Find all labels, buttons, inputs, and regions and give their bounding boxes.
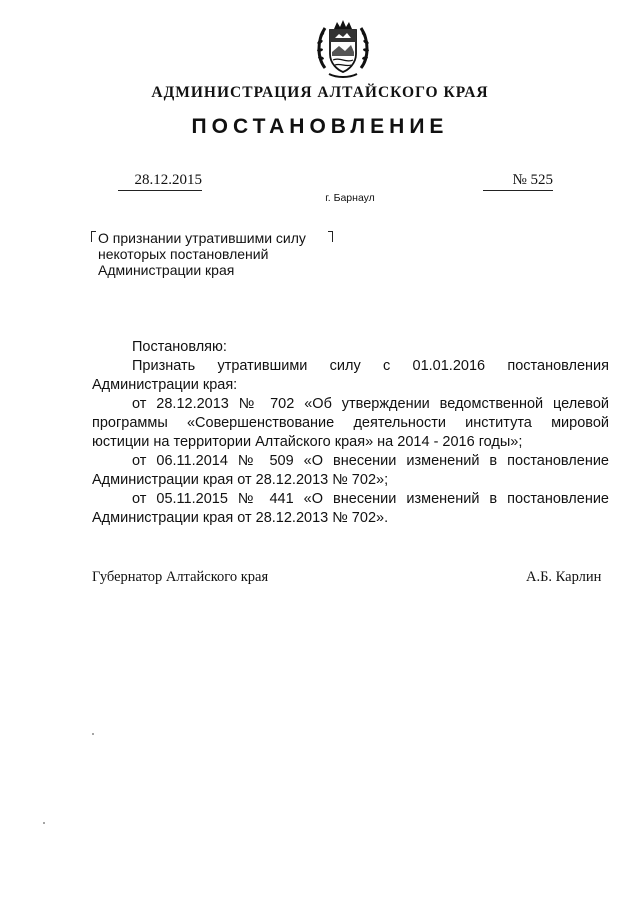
body-paragraph: от 05.11.2015 № 441 «О внесении изменений в постановление Администрации края от 28.12.2013 № 702».: [92, 491, 609, 526]
body-paragraph: от 28.12.2013 № 702 «Об утверждении ведомственной целевой программы «Совершенствование деятельности института мировой юстиции на территории Алтайского края» на 2014 - 2016 годы»;: [92, 396, 609, 450]
document-date: 28.12.2015: [118, 172, 202, 191]
scan-speck: [43, 822, 45, 824]
signatory-role: Губернатор Алтайского края: [92, 569, 269, 585]
subject-bracket-right: [328, 231, 333, 242]
body-paragraph: Постановляю:: [132, 339, 227, 355]
coat-of-arms-icon: [315, 18, 371, 80]
body-paragraph: Признать утратившими силу с 01.01.2016 постановления Администрации края:: [92, 358, 609, 393]
document-type-title: ПОСТАНОВЛЕНИЕ: [191, 115, 449, 138]
organization-name: АДМИНИСТРАЦИЯ АЛТАЙСКОГО КРАЯ: [151, 84, 489, 101]
document-number: № 525: [483, 172, 553, 191]
document-body: [92, 338, 609, 528]
document-subject: О признании утратившими силу некоторых постановлений Администрации края: [98, 230, 306, 278]
signatory-name: А.Б. Карлин: [526, 569, 602, 585]
subject-bracket-left: [91, 231, 96, 242]
city-label: г. Барнаул: [325, 192, 375, 204]
body-paragraph: от 06.11.2014 № 509 «О внесении изменений в постановление Администрации края от 28.12.2013 № 702»;: [92, 453, 609, 488]
scan-speck: [92, 733, 94, 735]
